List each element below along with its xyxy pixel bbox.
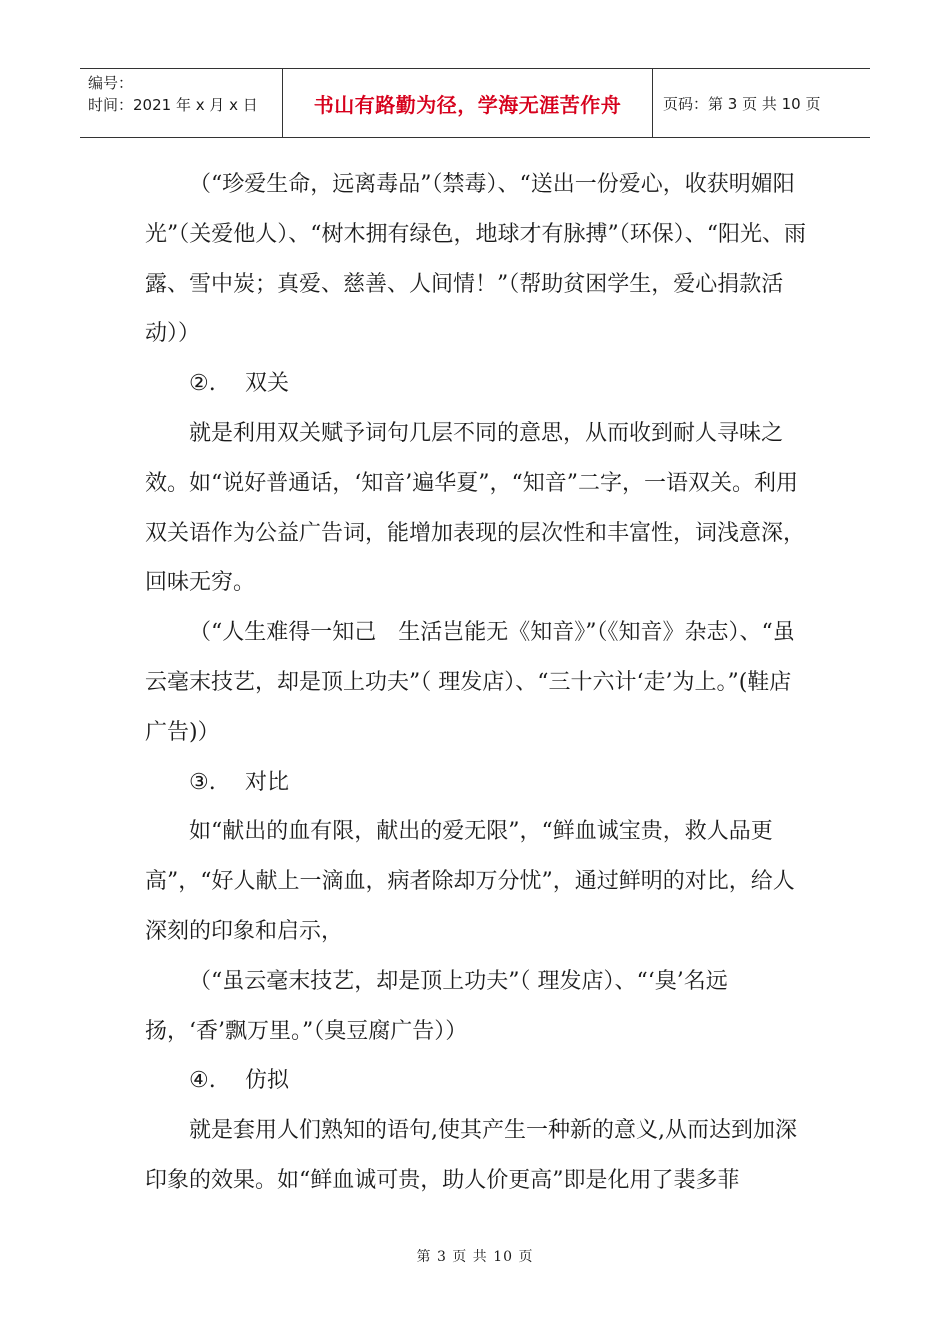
example-paragraph-2: （“人生难得一知己 生活岂能无《知音》”（《知音》杂志）、“虽云毫末技艺，却是顶上功夫”（ 理发店）、“三十六计‘走’为上。”(鞋店广告)） bbox=[145, 620, 795, 745]
section-number: ③. bbox=[189, 769, 216, 795]
header-table bbox=[80, 68, 870, 138]
section-number: ②. bbox=[189, 371, 216, 397]
page-footer: 第 3 页 共 10 页 bbox=[416, 1249, 534, 1265]
example-paragraph-3: （“虽云毫末技艺，却是顶上功夫”（ 理发店）、“‘臭’名远扬，‘香’飘万里。”（臭豆腐广告）） bbox=[145, 968, 728, 1044]
paragraph-pun-description: 就是利用双关赋予词句几层不同的意思，从而收到耐人寻味之效。如“说好普通话，‘知音’遍华夏”，“知音”二字，一语双关。利用双关语作为公益广告词，能增加表现的层次性和丰富性，词浅意深，回味无穷。 bbox=[145, 420, 806, 596]
time-label: 时间：2021 年 x 月 x 日 bbox=[88, 96, 258, 114]
number-label: 编号： bbox=[88, 74, 134, 92]
section-title: 双关 bbox=[245, 371, 290, 397]
section-title: 对比 bbox=[245, 769, 290, 795]
section-title: 仿拟 bbox=[245, 1068, 290, 1094]
paragraph-contrast-description: 如“献出的血有限，献出的爱无限”，“鲜血诚宝贵，救人品更高”，“好人献上一滴血，病者除却万分忧”，通过鲜明的对比，给人深刻的印象和启示， bbox=[145, 819, 795, 944]
section-heading-imitation bbox=[145, 1056, 810, 1106]
header-page-label: 页码：第 3 页 共 10 页 bbox=[663, 94, 821, 113]
paragraph-imitation-description: 就是套用人们熟知的语句,使其产生一种新的意义,从而达到加深印象的效果。如“鲜血诚可贵，助人价更高”即是化用了裴多菲 bbox=[145, 1118, 797, 1193]
example-paragraph-1: （“珍爱生命，远离毒品”（禁毒）、“送出一份爱心，收获明媚阳光”（关爱他人）、“树木拥有绿色，地球才有脉搏”（环保）、“阳光、雨露、雪中炭；真爱、慈善、人间情！”（帮助贫困学生，爱心捐款活动）） bbox=[145, 172, 806, 347]
document-body bbox=[145, 160, 810, 1206]
header-motto: 书山有路勤为径，学海无涯苦作舟 bbox=[283, 69, 653, 137]
section-number: ④. bbox=[189, 1068, 216, 1094]
section-heading-contrast bbox=[145, 758, 810, 808]
section-heading-pun bbox=[145, 359, 810, 409]
header-meta bbox=[80, 69, 283, 137]
